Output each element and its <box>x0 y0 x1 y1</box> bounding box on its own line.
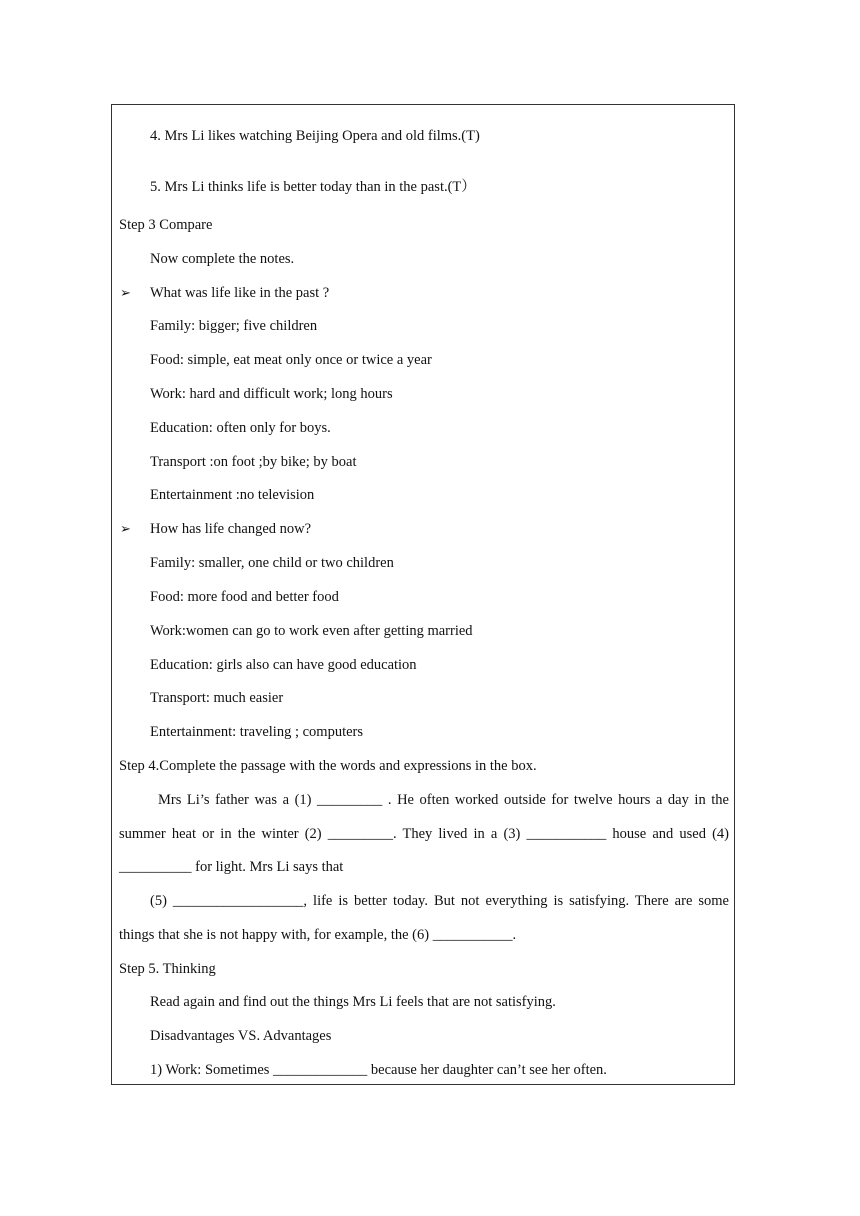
now-entertainment: Entertainment: traveling ; computers <box>150 724 364 740</box>
step-3-heading: Step 3 Compare <box>119 217 213 233</box>
step-5-heading: Step 5. Thinking <box>119 961 216 977</box>
disadvantages-advantages: Disadvantages VS. Advantages <box>150 1028 332 1044</box>
passage-line-2: summer heat or in the winter (2) _________. They lived in a (3) ___________ house and used (4) <box>119 826 729 842</box>
now-education: Education: girls also can have good education <box>150 657 417 673</box>
now-food: Food: more food and better food <box>150 589 339 605</box>
now-work: Work:women can go to work even after getting married <box>150 623 473 639</box>
past-food: Food: simple, eat meat only once or twice a year <box>150 352 432 368</box>
now-transport: Transport: much easier <box>150 690 284 706</box>
past-question: What was life like in the past ? <box>150 285 330 301</box>
passage-line-4: (5) __________________, life is better today. But not everything is satisfying. There are some <box>150 893 729 909</box>
question-4: 4. Mrs Li likes watching Beijing Opera and old films.(T) <box>150 128 480 144</box>
now-question: How has life changed now? <box>150 521 312 537</box>
read-instruction: Read again and find out the things Mrs Li feels that are not satisfying. <box>150 994 556 1010</box>
past-education: Education: often only for boys. <box>150 420 331 436</box>
passage-line-5: things that she is not happy with, for example, the (6) ___________. <box>119 927 517 943</box>
past-family: Family: bigger; five children <box>150 318 318 334</box>
question-5: 5. Mrs Li thinks life is better today than in the past.(T） <box>150 179 476 195</box>
now-family: Family: smaller, one child or two children <box>150 555 394 571</box>
passage-line-1: Mrs Li’s father was a (1) _________ . He often worked outside for twelve hours a day in the <box>158 792 729 808</box>
step-4-heading: Step 4.Complete the passage with the words and expressions in the box. <box>119 758 537 774</box>
passage-line-3: __________ for light. Mrs Li says that <box>119 859 344 875</box>
arrow-bullet-icon: ➢ <box>120 521 131 536</box>
instruction-notes: Now complete the notes. <box>150 251 295 267</box>
past-entertainment: Entertainment :no television <box>150 487 315 503</box>
past-transport: Transport :on foot ;by bike; by boat <box>150 454 357 470</box>
arrow-bullet-icon: ➢ <box>120 285 131 300</box>
past-work: Work: hard and difficult work; long hours <box>150 386 393 402</box>
work-item-1: 1) Work: Sometimes _____________ because her daughter can’t see her often. <box>150 1062 607 1078</box>
